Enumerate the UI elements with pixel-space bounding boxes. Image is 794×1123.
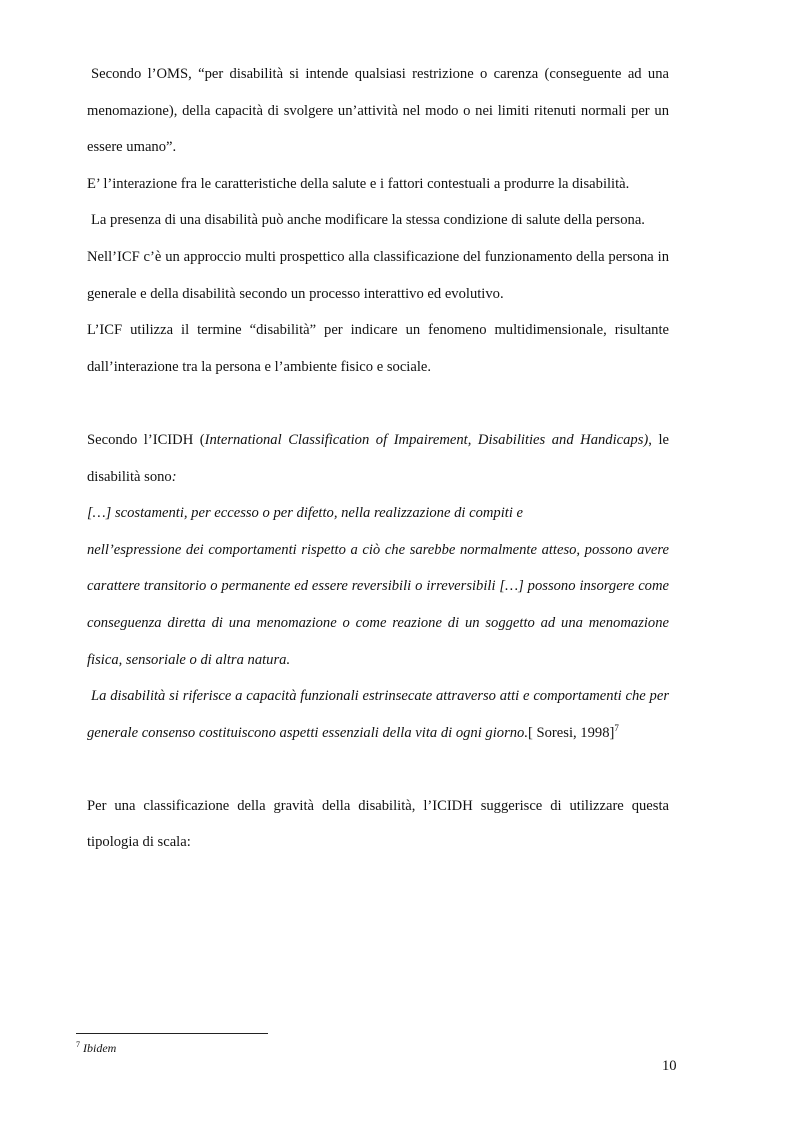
- paragraph-icidh-definition: [87, 678, 669, 751]
- paragraph-icf-term: L’ICF utilizza il termine “disabilità” per indicare un fenomeno multidimensionale, risultante dall’interazione tra la persona e l’ambiente fisico e sociale.: [87, 322, 669, 375]
- paragraph-interaction: E’ l’interazione fra le caratteristiche della salute e i fattori contestuali a produrre la disabilità.: [87, 175, 630, 192]
- paragraph-gap: [87, 385, 669, 422]
- quote-line-first: […] scostamenti, per eccesso o per difetto, nella realizzazione di compiti e: [87, 505, 523, 522]
- body-text: [87, 56, 669, 861]
- footnote-text: Ibidem: [83, 1041, 117, 1055]
- footnote-reference[interactable]: 7: [614, 722, 619, 733]
- footnote: [76, 1040, 116, 1056]
- citation-soresi: [ Soresi, 1998]: [528, 724, 615, 741]
- icidh-intro-start: Secondo l’ICIDH (: [87, 431, 205, 448]
- paragraph-icf-approach: Nell’ICF c’è un approccio multi prospettico alla classificazione del funzionamento della persona in generale e della disabilità secondo un processo interattivo ed evolutivo.: [87, 248, 669, 302]
- footnote-number: 7: [76, 1040, 80, 1049]
- page-number: 10: [662, 1058, 677, 1074]
- paragraph-health-condition: La presenza di una disabilità può anche modificare la stessa condizione di salute della persona.: [91, 212, 645, 229]
- paragraph-icidh-intro: [87, 422, 669, 495]
- icidh-intro-end: , le disabilità sono: [87, 431, 669, 485]
- quote-period: .: [524, 724, 529, 741]
- quote-disability-functional: La disabilità si riferisce a capacità funzionali estrinsecate attraverso atti e comportamenti che per generale consenso costituiscono aspetti essenziali della vita di ogni giorno: [87, 688, 669, 741]
- paragraph-gap: [87, 751, 669, 788]
- paragraph-oms-definition: Secondo l’OMS, “per disabilità si intende qualsiasi restrizione o carenza (conseguente ad una menomazione), della capacità di svolgere un’attività nel modo o nei limiti ritenuti normali per un essere umano”.: [87, 66, 669, 156]
- icidh-intro-colon: :: [171, 468, 177, 485]
- icidh-full-name: International Classification of Impairement, Disabilities and Handicaps): [204, 431, 649, 448]
- paragraph-scale: Per una classificazione della gravità della disabilità, l’ICIDH suggerisce di utilizzare questa tipologia di scala:: [87, 797, 669, 851]
- quote-paragraph: nell’espressione dei comportamenti rispetto a ciò che sarebbe normalmente atteso, possono avere carattere transitorio o permanente ed essere reversibili o irreversibili […] possono insorgere come conseguenza diretta di una menomazione o come reazione di un soggetto ad una menomazione fisica, sensoriale o di altra natura.: [87, 541, 669, 668]
- footnote-separator: [76, 1033, 268, 1034]
